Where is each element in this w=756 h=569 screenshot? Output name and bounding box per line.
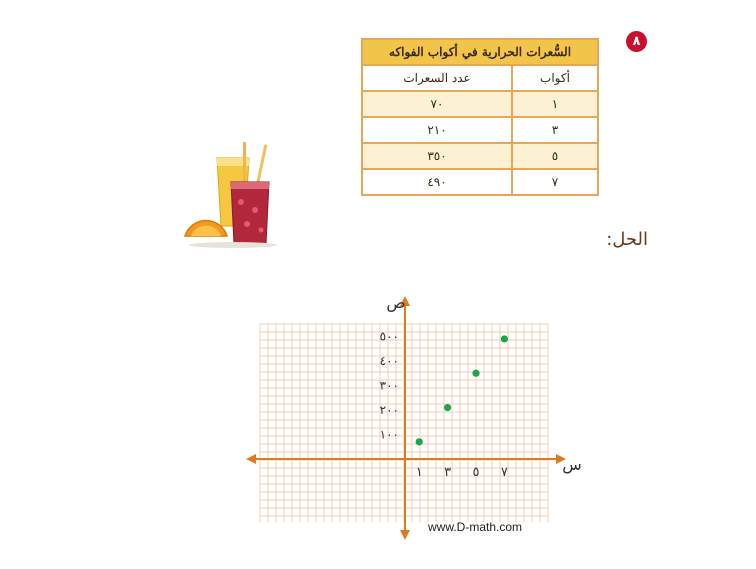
cell-calories: ٣٥٠ xyxy=(362,143,512,169)
header-cups: أكواب xyxy=(512,65,598,91)
cell-calories: ٢١٠ xyxy=(362,117,512,143)
cell-cups: ٧ xyxy=(512,169,598,195)
y-tick-label: ٥٠٠ xyxy=(379,329,399,344)
x-axis-arrow-left xyxy=(246,454,256,464)
x-tick-label: ٥ xyxy=(472,465,480,480)
cell-calories: ٤٩٠ xyxy=(362,169,512,195)
y-axis-label: ص xyxy=(386,293,406,312)
chart-axes xyxy=(246,296,566,540)
cell-cups: ١ xyxy=(512,91,598,117)
x-axis-label: س xyxy=(562,455,582,474)
watermark: www.D-math.com xyxy=(428,520,523,534)
data-point xyxy=(416,438,423,445)
y-tick-label: ١٠٠ xyxy=(379,427,399,442)
table-title: السُّعرات الحرارية في أكواب الفواكه xyxy=(362,39,598,65)
data-point xyxy=(501,335,508,342)
y-tick-label: ٢٠٠ xyxy=(379,403,399,417)
x-tick-label: ٣ xyxy=(444,465,452,480)
y-axis-arrow-down xyxy=(400,530,410,540)
cell-cups: ٥ xyxy=(512,143,598,169)
y-tick-label: ٤٠٠ xyxy=(379,354,399,368)
data-point xyxy=(444,404,451,411)
solution-label: الحل: xyxy=(606,229,648,250)
problem-number-badge: ٨ xyxy=(626,31,647,52)
header-calories: عدد السعرات xyxy=(362,65,512,91)
x-tick-label: ٧ xyxy=(500,465,508,480)
y-tick-label: ٣٠٠ xyxy=(379,378,399,393)
cell-cups: ٣ xyxy=(512,117,598,143)
x-tick-label: ١ xyxy=(415,465,423,480)
data-point xyxy=(472,370,479,377)
cell-calories: ٧٠ xyxy=(362,91,512,117)
chart-points xyxy=(416,335,508,445)
